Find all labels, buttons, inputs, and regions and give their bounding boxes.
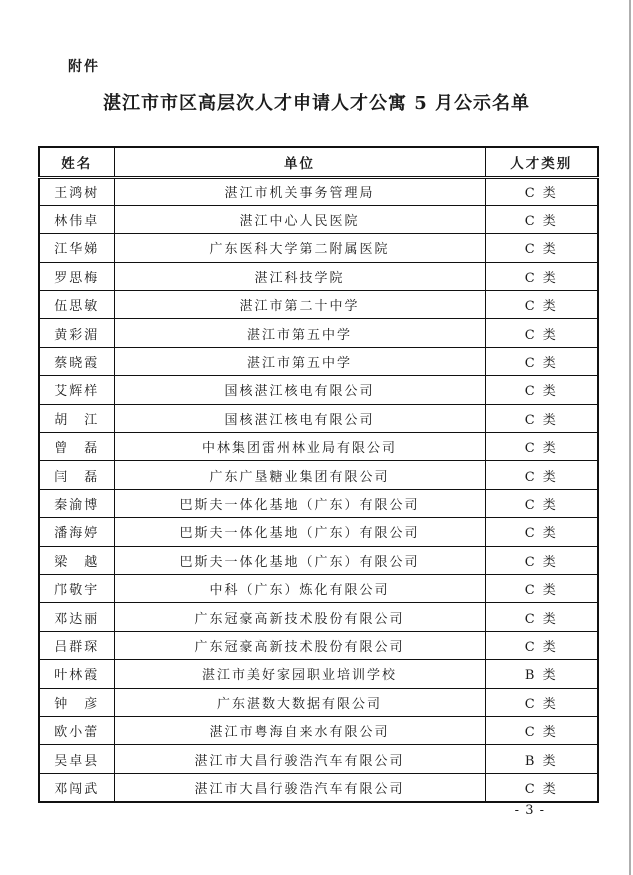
table-row bbox=[39, 376, 598, 404]
cell-category: C 类 bbox=[485, 461, 598, 489]
cell-category: C 类 bbox=[485, 319, 598, 347]
table-row bbox=[39, 518, 598, 546]
attachment-label: 附件 bbox=[68, 59, 100, 75]
cell-unit: 湛江市第二十中学 bbox=[114, 291, 485, 319]
cell-unit: 广东湛数大数据有限公司 bbox=[114, 688, 485, 716]
cell-unit: 巴斯夫一体化基地（广东）有限公司 bbox=[114, 489, 485, 517]
cell-unit: 国核湛江核电有限公司 bbox=[114, 404, 485, 432]
col-header-name: 姓名 bbox=[39, 147, 114, 177]
cell-name: 钟 彦 bbox=[39, 688, 114, 716]
table-row bbox=[39, 319, 598, 347]
cell-category: C 类 bbox=[485, 489, 598, 517]
table-body bbox=[39, 177, 598, 802]
cell-name: 曾 磊 bbox=[39, 433, 114, 461]
cell-unit: 国核湛江核电有限公司 bbox=[114, 376, 485, 404]
cell-name: 叶林霞 bbox=[39, 660, 114, 688]
cell-name: 邓闯武 bbox=[39, 773, 114, 801]
col-header-unit: 单位 bbox=[114, 147, 485, 177]
table-row bbox=[39, 603, 598, 631]
cell-name: 邝敬宇 bbox=[39, 574, 114, 602]
cell-unit: 湛江市美好家园职业培训学校 bbox=[114, 660, 485, 688]
cell-category: C 类 bbox=[485, 262, 598, 290]
cell-name: 梁 越 bbox=[39, 546, 114, 574]
cell-category: B 类 bbox=[485, 745, 598, 773]
cell-category: C 类 bbox=[485, 177, 598, 205]
cell-unit: 湛江市大昌行骏浩汽车有限公司 bbox=[114, 773, 485, 801]
cell-category: C 类 bbox=[485, 688, 598, 716]
table-row bbox=[39, 489, 598, 517]
cell-category: C 类 bbox=[485, 631, 598, 659]
talent-list-table bbox=[38, 146, 599, 803]
cell-name: 闫 磊 bbox=[39, 461, 114, 489]
table-row bbox=[39, 461, 598, 489]
cell-name: 罗思梅 bbox=[39, 262, 114, 290]
cell-category: C 类 bbox=[485, 433, 598, 461]
cell-category: C 类 bbox=[485, 773, 598, 801]
cell-unit: 湛江市机关事务管理局 bbox=[114, 177, 485, 205]
table-row bbox=[39, 205, 598, 233]
cell-category: C 类 bbox=[485, 716, 598, 744]
page-title: 湛江市市区高层次人才申请人才公寓 5 月公示名单 bbox=[102, 93, 531, 114]
cell-unit: 湛江科技学院 bbox=[114, 262, 485, 290]
cell-unit: 中科（广东）炼化有限公司 bbox=[114, 574, 485, 602]
table-row bbox=[39, 546, 598, 574]
cell-category: C 类 bbox=[485, 518, 598, 546]
cell-category: C 类 bbox=[485, 376, 598, 404]
cell-name: 林伟卓 bbox=[39, 205, 114, 233]
cell-name: 江华娣 bbox=[39, 234, 114, 262]
cell-name: 王鸿树 bbox=[39, 177, 114, 205]
cell-name: 胡 江 bbox=[39, 404, 114, 432]
cell-category: C 类 bbox=[485, 234, 598, 262]
table-row bbox=[39, 716, 598, 744]
table-header-row bbox=[39, 147, 598, 177]
table-row bbox=[39, 773, 598, 801]
table-row bbox=[39, 404, 598, 432]
cell-name: 吕群琛 bbox=[39, 631, 114, 659]
cell-unit: 湛江中心人民医院 bbox=[114, 205, 485, 233]
scan-edge-line bbox=[629, 0, 631, 875]
cell-name: 艾辉样 bbox=[39, 376, 114, 404]
cell-unit: 湛江市第五中学 bbox=[114, 319, 485, 347]
cell-category: C 类 bbox=[485, 603, 598, 631]
cell-category: C 类 bbox=[485, 347, 598, 375]
cell-name: 邓达丽 bbox=[39, 603, 114, 631]
table-row bbox=[39, 177, 598, 205]
cell-category: C 类 bbox=[485, 574, 598, 602]
col-header-category: 人才类别 bbox=[485, 147, 598, 177]
cell-unit: 广东冠豪高新技术股份有限公司 bbox=[114, 631, 485, 659]
table-row bbox=[39, 347, 598, 375]
cell-unit: 湛江市第五中学 bbox=[114, 347, 485, 375]
cell-category: C 类 bbox=[485, 546, 598, 574]
table-row bbox=[39, 631, 598, 659]
table-row bbox=[39, 688, 598, 716]
cell-name: 伍思敏 bbox=[39, 291, 114, 319]
cell-unit: 湛江市大昌行骏浩汽车有限公司 bbox=[114, 745, 485, 773]
cell-name: 潘海婷 bbox=[39, 518, 114, 546]
cell-name: 黄彩湄 bbox=[39, 319, 114, 347]
cell-unit: 巴斯夫一体化基地（广东）有限公司 bbox=[114, 518, 485, 546]
table-row bbox=[39, 234, 598, 262]
table-row bbox=[39, 574, 598, 602]
cell-unit: 中林集团雷州林业局有限公司 bbox=[114, 433, 485, 461]
page-number: - 3 - bbox=[514, 803, 545, 818]
cell-unit: 广东广垦糖业集团有限公司 bbox=[114, 461, 485, 489]
cell-unit: 广东冠豪高新技术股份有限公司 bbox=[114, 603, 485, 631]
cell-category: B 类 bbox=[485, 660, 598, 688]
table-row bbox=[39, 262, 598, 290]
cell-name: 秦渝博 bbox=[39, 489, 114, 517]
cell-category: C 类 bbox=[485, 205, 598, 233]
cell-name: 欧小蕾 bbox=[39, 716, 114, 744]
cell-unit: 湛江市粤海自来水有限公司 bbox=[114, 716, 485, 744]
cell-name: 蔡晓霞 bbox=[39, 347, 114, 375]
cell-name: 吴卓县 bbox=[39, 745, 114, 773]
cell-unit: 巴斯夫一体化基地（广东）有限公司 bbox=[114, 546, 485, 574]
table-row bbox=[39, 660, 598, 688]
table-row bbox=[39, 433, 598, 461]
cell-category: C 类 bbox=[485, 291, 598, 319]
cell-unit: 广东医科大学第二附属医院 bbox=[114, 234, 485, 262]
cell-category: C 类 bbox=[485, 404, 598, 432]
table-row bbox=[39, 745, 598, 773]
table-row bbox=[39, 291, 598, 319]
